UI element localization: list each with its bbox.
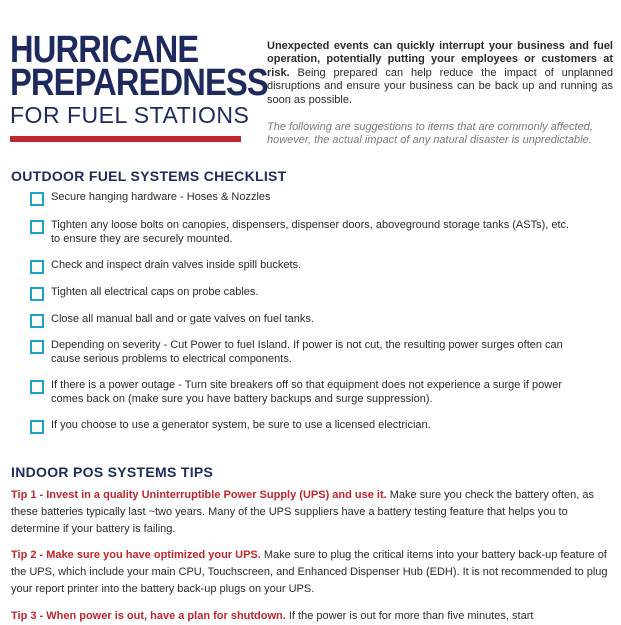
document-title xyxy=(10,29,268,128)
tip-lead: Tip 2 - Make sure you have optimized your UPS. xyxy=(11,549,261,561)
checklist-item-text: Secure hanging hardware - Hoses & Nozzles xyxy=(51,191,271,203)
tip-body: Make sure you check the battery often, as these batteries typically last ~two years. Many of the UPS suppliers have a battery testing feature that helps you to determine if your battery is failing. xyxy=(11,489,594,535)
title-underline-rule xyxy=(10,136,241,142)
checklist-item-text: Depending on severity - Cut Power to fuel Island. If power is not cut, the resulting power surges often can cause serious problems to electrical components. xyxy=(51,339,563,365)
checkbox[interactable] xyxy=(30,380,44,394)
checklist-item-text: If there is a power outage - Turn site breakers off so that equipment does not experience a surge if power comes back on (make sure you have battery backups and surge suppression). xyxy=(51,379,562,405)
checkbox[interactable] xyxy=(30,340,44,354)
checkbox[interactable] xyxy=(30,220,44,234)
tip-lead: Tip 1 - Invest in a quality Uninterruptible Power Supply (UPS) and use it. xyxy=(11,489,387,501)
checklist-item-text: Check and inspect drain valves inside spill buckets. xyxy=(51,259,302,271)
tip-paragraph xyxy=(11,547,613,598)
tip-body: If the power is out for more than five minutes, start xyxy=(285,610,534,622)
intro-paragraph xyxy=(267,40,613,107)
checklist-item-text: Tighten any loose bolts on canopies, dispensers, dispenser doors, aboveground storage tanks (ASTs), etc. to ensure they are securely mounted. xyxy=(51,219,570,245)
title-line-hurricane: HURRICANE xyxy=(10,29,199,71)
intro-bold-text: Unexpected events can quickly interrupt your business and fuel operation, potentially putting your employees or customers at risk. xyxy=(267,40,613,79)
indoor-tips-heading: INDOOR POS SYSTEMS TIPS xyxy=(11,464,214,480)
tip-paragraph xyxy=(11,487,613,538)
intro-regular-text: Being prepared can help reduce the impact of unplanned disruptions and ensure your business can be back up and running as soon as possible. xyxy=(267,66,613,106)
tip-body: Make sure to plug the critical items into your battery back-up feature of the UPS, which include your main CPU, Touchscreen, and Enhanced Dispenser Hub (EDH). It is not recommended to plug your report printer into the battery back-up plugs on your UPS. xyxy=(11,549,608,595)
title-line-preparedness: PREPAREDNESS xyxy=(10,62,268,104)
title-line-subtitle: FOR FUEL STATIONS xyxy=(10,102,250,128)
checklist-item-text: Close all manual ball and or gate valves on fuel tanks. xyxy=(51,313,314,325)
intro-note: The following are suggestions to items that are commonly affected, however, the actual impact of any natural disaster is unpredictable. xyxy=(267,121,593,147)
checkbox[interactable] xyxy=(30,260,44,274)
checkbox[interactable] xyxy=(30,420,44,434)
tip-paragraph xyxy=(11,608,613,625)
checkbox[interactable] xyxy=(30,192,44,206)
checklist-item-text: Tighten all electrical caps on probe cables. xyxy=(51,286,259,298)
checkbox[interactable] xyxy=(30,287,44,301)
checklist-item-text: If you choose to use a generator system, be sure to use a licensed electrician. xyxy=(51,419,431,431)
outdoor-checklist-heading: OUTDOOR FUEL SYSTEMS CHECKLIST xyxy=(11,168,287,184)
checkbox[interactable] xyxy=(30,314,44,328)
tip-lead: Tip 3 - When power is out, have a plan for shutdown. xyxy=(11,610,286,622)
